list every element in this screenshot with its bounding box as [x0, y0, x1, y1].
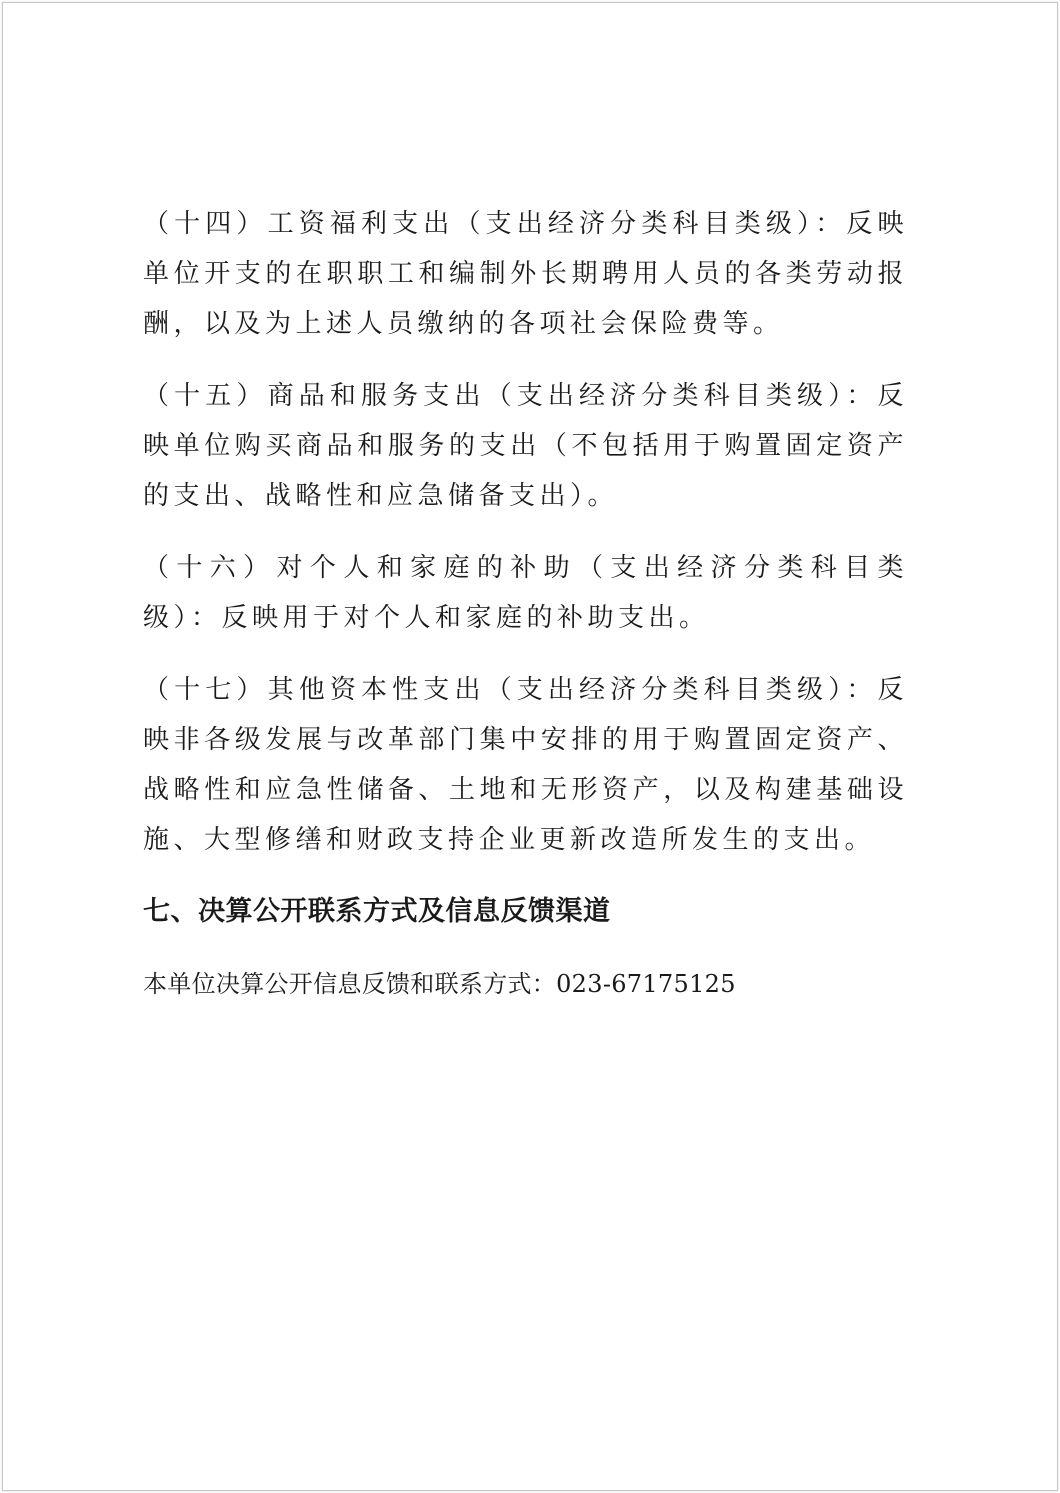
paragraph-wage-welfare: （十四）工资福利支出（支出经济分类科目类级）：反映单位开支的在职职工和编制外长期聘用人员的各类劳动报酬，以及为上述人员缴纳的各项社会保险费等。 — [143, 209, 908, 339]
section-heading: 七、决算公开联系方式及信息反馈渠道 — [143, 896, 611, 927]
paragraph-household-subsidy: （十六）对个人和家庭的补助（支出经济分类科目类级）：反映用于对个人和家庭的补助支出。 — [143, 553, 908, 633]
paragraph-goods-services: （十五）商品和服务支出（支出经济分类科目类级）：反映单位购买商品和服务的支出（不包括用于购置固定资产的支出、战略性和应急储备支出）。 — [143, 381, 908, 511]
document-body — [143, 199, 908, 1009]
document-page — [2, 2, 1058, 1491]
contact-line — [143, 959, 908, 1009]
paragraph-other-capital: （十七）其他资本性支出（支出经济分类科目类级）：反映非各级发展与改革部门集中安排的用于购置固定资产、战略性和应急性储备、土地和无形资产，以及构建基础设施、大型修缮和财政支持企业更新改造所发生的支出。 — [143, 675, 908, 855]
contact-phone: 023-67175125 — [556, 970, 736, 998]
contact-label: 本单位决算公开信息反馈和联系方式： — [143, 970, 557, 998]
